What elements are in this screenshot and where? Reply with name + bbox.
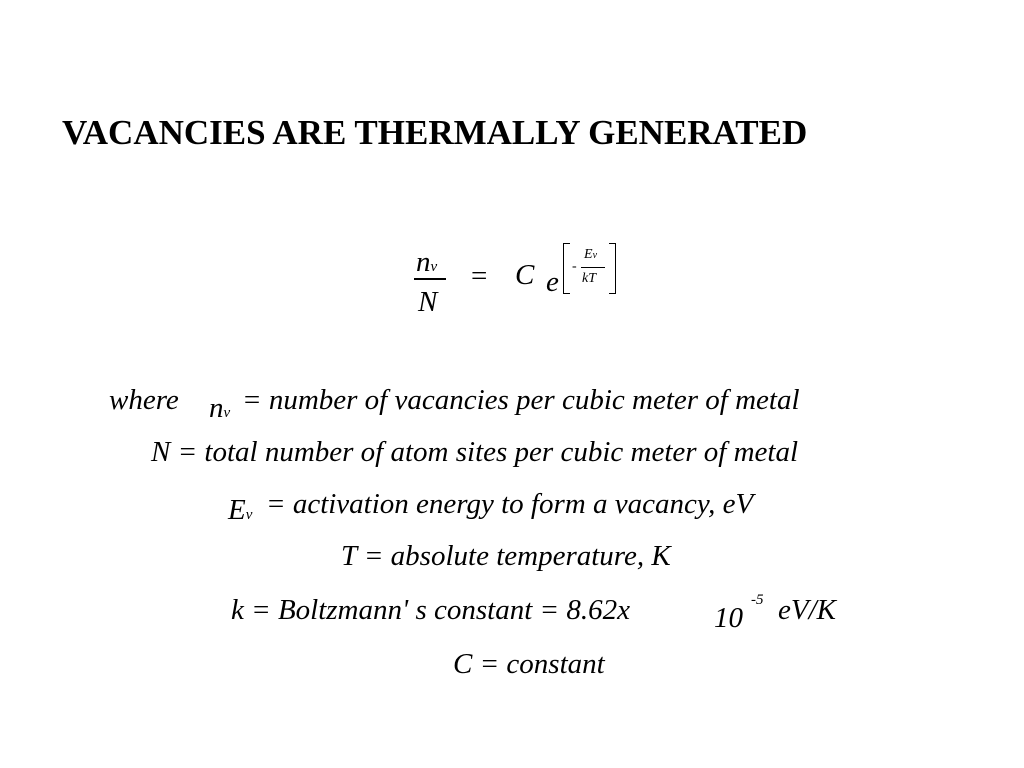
Ev-definition: = activation energy to form a vacancy, eV [266, 488, 754, 520]
fraction-bar [414, 278, 446, 280]
k-power-exponent: -5 [751, 592, 764, 608]
nv-definition: = number of vacancies per cubic meter of metal [242, 384, 800, 416]
k-power-base: 10 [714, 602, 743, 634]
where-label: where [109, 384, 179, 416]
right-bracket [609, 243, 616, 294]
exponent-minus: - [572, 259, 577, 274]
exponent-numerator: Ev [584, 247, 598, 262]
formula-denominator: N [418, 286, 438, 318]
formula-e: e [546, 266, 559, 298]
slide-title: VACANCIES ARE THERMALLY GENERATED [62, 113, 808, 152]
k-definition: k = Boltzmann' s constant = 8.62x [231, 594, 630, 626]
formula-numerator: nv [416, 246, 438, 278]
formula-equals: = [471, 260, 488, 292]
T-definition: T = absolute temperature, K [341, 540, 671, 572]
N-definition: N = total number of atom sites per cubic meter of metal [151, 436, 799, 468]
formula-constant-c: C [515, 259, 535, 291]
Ev-symbol: Ev [228, 494, 253, 526]
k-unit: eV/K [778, 594, 836, 626]
exponent-fraction-bar [581, 267, 605, 268]
C-definition: C = constant [453, 648, 605, 680]
nv-symbol: nv [209, 392, 231, 424]
left-bracket [563, 243, 570, 294]
exponent-denominator: kT [582, 271, 596, 286]
